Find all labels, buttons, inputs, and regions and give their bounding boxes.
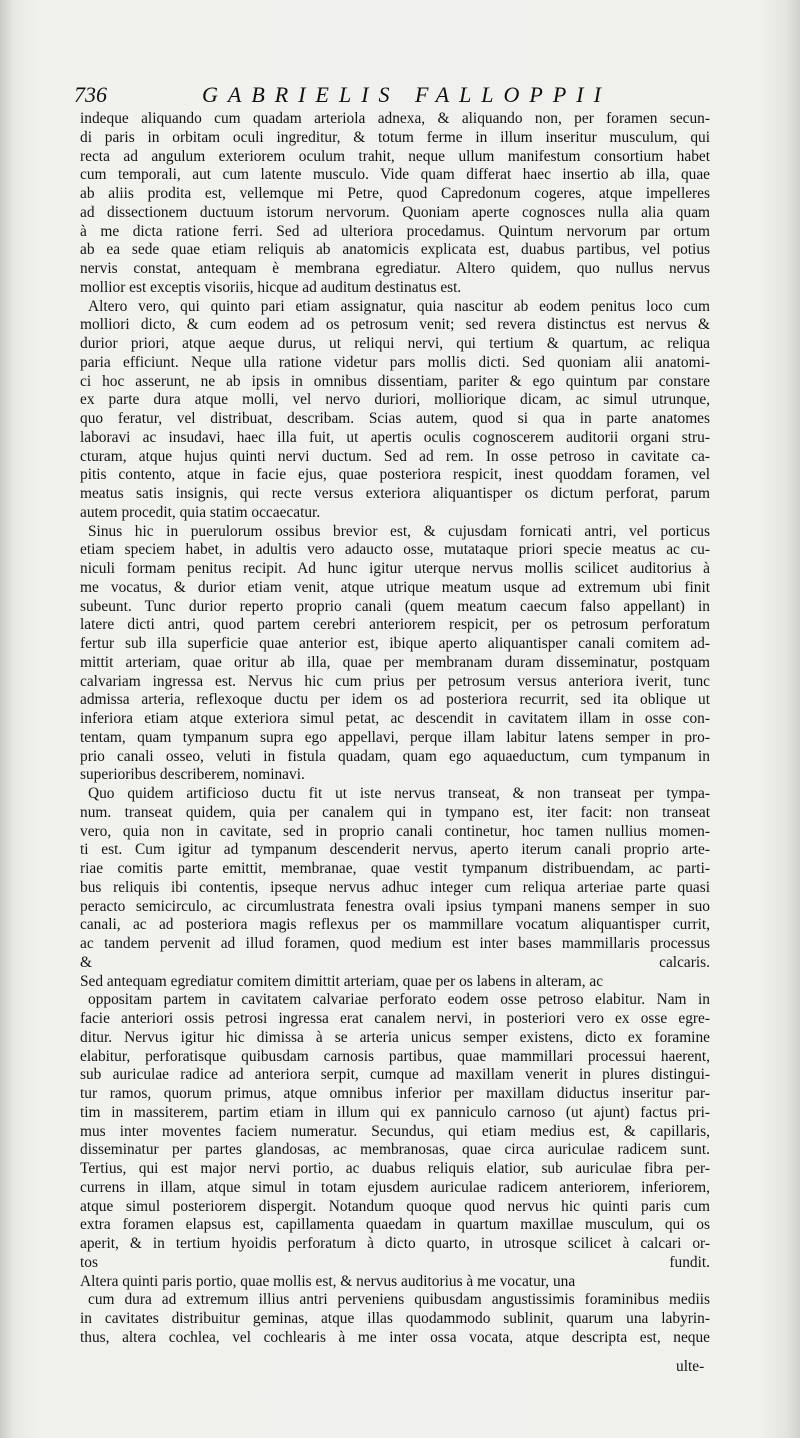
text-line: paria efficiunt. Neque ulla ratione videtur pars mollis dicti. Sed quoniam alii anatomi- [80, 353, 710, 371]
text-line: riae comitis parte emittit, membranae, quae vestit tympanum distribuendam, ac parti- [80, 860, 710, 877]
text-line: ci hoc asserunt, ne ab ipsis in omnibus dissentiam, pariter & ego quintum par constare [80, 372, 710, 390]
text-line: indeque aliquando cum quadam arteriola adnexa, & aliquando non, per foramen secun- [80, 110, 710, 127]
text-line: etiam speciem habet, in adultis vero adaucto osse, mutataque priori specie meatus ac cu- [80, 541, 710, 559]
text-line: mus inter moventes faciem numeratur. Secundus, qui etiam medius est, & capillaris, [80, 1122, 710, 1140]
text-line: recta ad angulum exteriorem oculum trahit, neque ullum manifestum consortium habet [80, 147, 710, 165]
text-line: Sed antequam egrediatur comitem dimittit arteriam, quae per os labens in alteram, ac [80, 972, 604, 990]
text-line: cum dura ad extremum illius antri perveniens quibusdam angustissimis foraminibus mediis [88, 1291, 710, 1309]
text-line: oppositam partem in cavitatem calvariae perforato eodem osse petroso elabitur. Nam in [88, 991, 710, 1009]
catchword: ulte- [676, 1358, 705, 1375]
text-line: molliori dicto, & cum eodem ad os petrosum venit; sed revera distinctus est nervus & [80, 316, 710, 334]
text-line: cum temporali, aut cum latente musculo. Vide quam differat haec insertio ab illa, quae [80, 166, 710, 184]
text-line: facie anteriori ossis petrosi ingressa erat canalem nervi, in posteriori vero ex osse egre- [80, 1010, 710, 1027]
text-line: elabitur, perforatisque quibusdam carnosis partibus, quae mammillari processui haerent, [80, 1047, 710, 1065]
text-line: atque simul posteriorem dispergit. Notandum quoque quod nervus hic quinti paris cum [80, 1197, 710, 1215]
text-line: pitis contento, atque in facie ejus, quae posteriora respicit, inest quoddam foramen, vel [80, 466, 710, 484]
text-line: di paris in orbitam oculi ingreditur, & totum ferme in illum inseritur musculum, qui [80, 128, 710, 146]
text-line: tur ramos, quorum primus, atque omnibus inferior per maxillam diductus inseritur par- [80, 1085, 710, 1102]
text-line: extra foramen elapsus est, capillamenta quaedam in quartum maxillae musculum, qui os [80, 1216, 710, 1234]
text-line: prio canali osseo, veluti in fistula quadam, quam ego aquaeductum, cum tympanum in [80, 747, 710, 765]
text-line: thus, altera cochlea, vel cochlearis à me inter ossa vocata, atque descripta est, neque [80, 1328, 710, 1346]
text-line: canali, ac ad posteriora magis reflexus per os mammillare vocatum aliquantisper currit, [80, 916, 710, 934]
text-line: latere dicti antri, quod partem cerebri anteriorem respicit, per os petrosum perforatum [80, 616, 710, 634]
text-line: meatus satis insignis, qui recte versus exteriora aliquantisper os dictum perforat, parum [80, 485, 710, 502]
text-line: num. transeat quidem, quia per canalem qui in tympano est, iter facit: non transeat [80, 803, 710, 821]
body-text [80, 110, 710, 1348]
text-line: quo feratur, vel distribuat, describam. Scias autem, quod si qua in parte anatomes [80, 410, 710, 427]
text-line: ditur. Nervus igitur hic dimissa à se arteria unicus semper existens, dicto ex foramine [80, 1028, 710, 1046]
text-line: & calcaris. [80, 953, 710, 971]
text-line: autem procedit, quia statim occaecatur. [80, 503, 321, 521]
text-line: tentam, quam tympanum supra ego appellavi, perque illam labitur latens semper in pro- [80, 728, 710, 746]
text-line: vero, quia non in cavitate, sed in proprio canali continetur, hoc tamen nullius momen- [80, 822, 710, 840]
text-line: durior priori, atque aeque durus, ut reliqui nervi, qui tertium & quartum, ac reliqua [80, 335, 710, 352]
text-line: tim in massiterem, partim etiam in illum qui ex panniculo carnoso (ut ajunt) factus pri- [80, 1103, 710, 1121]
running-head: GABRIELIS FALLOPPII [202, 82, 611, 107]
text-line: inferiora etiam atque exteriora simul petat, ac descendit in cavitatem illam in osse con- [80, 710, 710, 727]
text-line: nervis constat, antequam è membrana egrediatur. Altero quidem, quo nullus nervus [80, 260, 710, 277]
text-line: laboravi ac insudavi, haec illa fuit, ut apertis oculis cognoscerem auditorii organi stru- [80, 428, 710, 446]
text-line: Sinus hic in puerulorum ossibus brevior est, & cujusdam fornicati antri, vel porticus [88, 522, 710, 540]
page-number: 736 [74, 82, 107, 107]
text-line: currens in illam, atque simul in totam ejusdem auriculae radicem anteriorem, inferiorem, [80, 1178, 710, 1196]
text-line: superioribus describerem, nominavi. [80, 766, 305, 784]
text-line: niculi formam penitus recipit. Ad hunc igitur uterque nervus mollis scilicet auditorius à [80, 560, 710, 577]
text-line: fertur sub illa superficie quae anterior est, ibique aperto aliquantisper canali comitem ad- [80, 635, 710, 652]
page-header [74, 82, 734, 110]
text-line: me vocatus, & durior etiam venit, atque utrique meatum usque ad extremum ubi finit [80, 578, 710, 596]
text-line: mollior est exceptis visoriis, hicque ad auditum destinatus est. [80, 278, 462, 296]
text-line: ex parte dura atque molli, vel nervo duriori, molliorique dicam, ac simul utrunque, [80, 391, 710, 409]
text-line: Altera quinti paris portio, quae mollis est, & nervus auditorius à me vocatur, una [80, 1272, 576, 1290]
text-line: bus reliquis ibi contentis, ipseque nervus adhuc integer cum reliqua arteriae parte quasi [80, 878, 710, 896]
text-line: ab aliis prodita est, vellemque mi Petre, quod Capredonum cogeres, atque impelleres [80, 185, 710, 202]
text-line: Quo quidem artificioso ductu fit ut iste nervus transeat, & non transeat per tympa- [88, 785, 710, 802]
text-line: Altero vero, qui quinto pari etiam assignatur, quia nascitur ab eodem penitus loco cum [88, 297, 710, 315]
text-line: cturam, atque hujus quinti nervi ductum. Sed ad rem. In osse petroso in cavitate ca- [80, 447, 710, 465]
text-line: ab ea sede quae etiam reliquis ab anatomicis explicata est, duabus partibus, vel potius [80, 241, 710, 259]
text-line: sub auriculae radice ad anteriora serpit, cumque ad maxillam venerit in plures distingui- [80, 1066, 710, 1084]
text-line: mittit arteriam, quae oritur ab illa, quae per membranam duram disseminatur, postquam [80, 653, 710, 671]
text-line: ad dissectionem ductuum istorum nervorum. Quoniam aperte cognosces nulla alia quam [80, 203, 710, 221]
text-line: subeunt. Tunc durior reperto proprio canali (quem meatum caecum falso appellant) in [80, 597, 710, 615]
text-line: à me dicta ratione ferri. Sed ad ulteriora procedamus. Quintum nervorum par ortum [80, 222, 710, 240]
text-line: in cavitates distribuitur geminas, atque illas quodammodo sublinit, quarum una labyrin- [80, 1310, 710, 1327]
text-line: tos fundit. [80, 1253, 710, 1271]
text-line: admissa arteria, reflexoque ductu per idem os ad posteriora recurrit, sed ita oblique ut [80, 691, 710, 709]
text-line: Tertius, qui est major nervi portio, ac duabus reliquis elatior, sub auriculae fibra per- [80, 1160, 710, 1177]
text-line: ac tandem pervenit ad illud foramen, quod medium est inter bases mammillaris processus [80, 935, 710, 952]
text-line: aperit, & in tertium hyoidis perforatum à dicto quarto, in utrosque scilicet à calcari or- [80, 1235, 710, 1252]
text-line: ti est. Cum igitur ad tympanum descenderit nervus, aperto iterum canali proprio arte- [80, 841, 710, 859]
text-line: peracto semicirculo, ac circumlustrata fenestra ovali ipsius tympani manens semper in suo [80, 897, 710, 915]
text-line: disseminatur per partes glandosas, ac membranosas, quae circa auriculae radicem sunt. [80, 1141, 710, 1159]
text-line: calvariam ingressa est. Nervus hic cum prius per petrosum versus anteriora iverit, tunc [80, 672, 710, 690]
